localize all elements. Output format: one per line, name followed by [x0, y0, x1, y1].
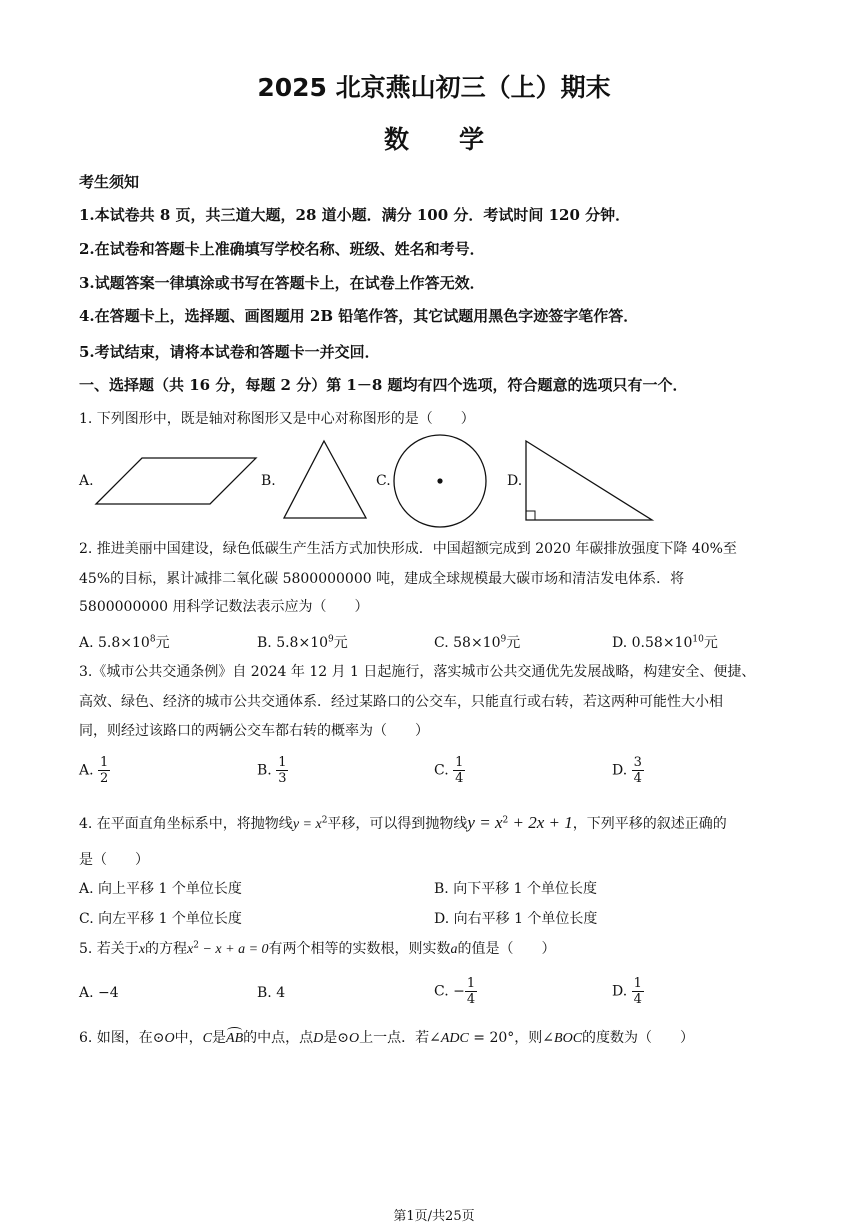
notice-item: 1.本试卷共 8 页，共三道大题，28 道小题．满分 100 分．考试时间 120 分钟． — [79, 206, 631, 224]
subject-title: 数学 — [383, 125, 534, 154]
question-2-line: 45%的目标，累计减排二氧化碳 5800000000 吨，建成全球规模最大碳市场和清洁发电体系．将 — [79, 571, 685, 587]
question-2-option-a: A. $5.8\times 10^8$元 — [79, 634, 170, 651]
question-3-line: 3.《城市公共交通条例》自 2024 年 12 月 1 日起施行，落实城市公共交通优先发展战略，构建安全、便捷、 — [79, 664, 756, 680]
question-5-option-a: A. −4 — [79, 985, 119, 1001]
question-5-option-b: B. 4 — [257, 985, 286, 1001]
page-number: 第1页/共25页 — [393, 1209, 475, 1224]
question-3-option-d: D. $\frac{3}{4}$ — [612, 755, 642, 786]
notice-item: 4.在答题卡上，选择题、画图题用 2B 铅笔作答，其它试题用黑色字迹签字笔作答． — [79, 307, 639, 325]
section-heading: 一、选择题（共 16 分，每题 2 分）第 1－8 题均有四个选项，符合题意的选项只有一个． — [79, 376, 688, 394]
parallelogram-figure — [96, 456, 258, 506]
question-5-line: 5. 若关于x的方程$x^2 - x + a = 0$有两个相等的实数根，则实数a的值是（ ） — [79, 940, 556, 957]
question-5-option-d: D. $\frac{1}{4}$ — [612, 976, 642, 1007]
option-d-label: D. — [507, 473, 523, 489]
option-c-label: C. — [376, 473, 391, 489]
question-4-option-a: A. 向上平移 1 个单位长度 — [79, 881, 242, 897]
question-2-line: 5800000000 用科学记数法表示应为（ ） — [79, 599, 369, 615]
notice-item: 2.在试卷和答题卡上准确填写学校名称、班级、姓名和考号． — [79, 240, 485, 258]
question-2-line: 2. 推进美丽中国建设，绿色低碳生产生活方式加快形成．中国超额完成到 2020 年碳排放强度下降 40%至 — [79, 541, 737, 557]
question-3-option-b: B. $\frac{1}{3}$ — [257, 755, 287, 786]
option-a-label: A. — [79, 473, 94, 489]
question-2-option-c: C. $58\times 10^9$元 — [434, 634, 521, 651]
arc-ab: AB — [226, 1031, 244, 1046]
question-2-option-b: B. $5.8\times 10^9$元 — [257, 634, 348, 651]
right-triangle-figure — [524, 440, 654, 522]
question-4-option-d: D. 向右平移 1 个单位长度 — [434, 911, 598, 927]
question-2-option-d: D. $0.58\times 10^{10}$元 — [612, 634, 718, 651]
question-3-option-c: C. $\frac{1}{4}$ — [434, 755, 464, 786]
question-4-option-c: C. 向左平移 1 个单位长度 — [79, 911, 242, 927]
page-title: 2025 北京燕山初三（上）期末 — [257, 73, 611, 102]
option-b-label: B. — [261, 473, 276, 489]
question-6-line: 6. 如图，在⊙O中，C是AB的中点，点D是⊙O上一点．若∠ADC = 20°，则∠BOC的度数为（ ） — [79, 1030, 695, 1046]
center-point — [437, 478, 442, 483]
question-3-line: 同，则经过该路口的两辆公交车都右转的概率为（ ） — [79, 723, 429, 739]
circle-figure — [393, 434, 489, 530]
question-4-line: 是（ ） — [79, 852, 149, 868]
question-3-option-a: A. $\frac{1}{2}$ — [79, 755, 109, 786]
question-4-line: 4. 在平面直角坐标系中，将抛物线$y = x^2$平移，可以得到抛物线$y = x^2 + 2x + 1$，下列平移的叙述正确的 — [79, 813, 727, 832]
question-4-option-b: B. 向下平移 1 个单位长度 — [434, 881, 597, 897]
triangle-figure — [283, 440, 367, 520]
question-5-option-c: C. − $\frac{1}{4}$ — [434, 976, 476, 1007]
notice-item: 5.考试结束，请将本试卷和答题卡一并交回． — [79, 343, 380, 361]
notice-item: 3.试题答案一律填涂或书写在答题卡上，在试卷上作答无效． — [79, 274, 485, 292]
question-1-stem: 1. 下列图形中，既是轴对称图形又是中心对称图形的是（ ） — [79, 411, 475, 427]
notice-heading: 考生须知 — [79, 173, 140, 191]
question-3-line: 高效、绿色、经济的城市公共交通体系．经过某路口的公交车，只能直行或右转，若这两种可能性大小相 — [79, 694, 723, 710]
